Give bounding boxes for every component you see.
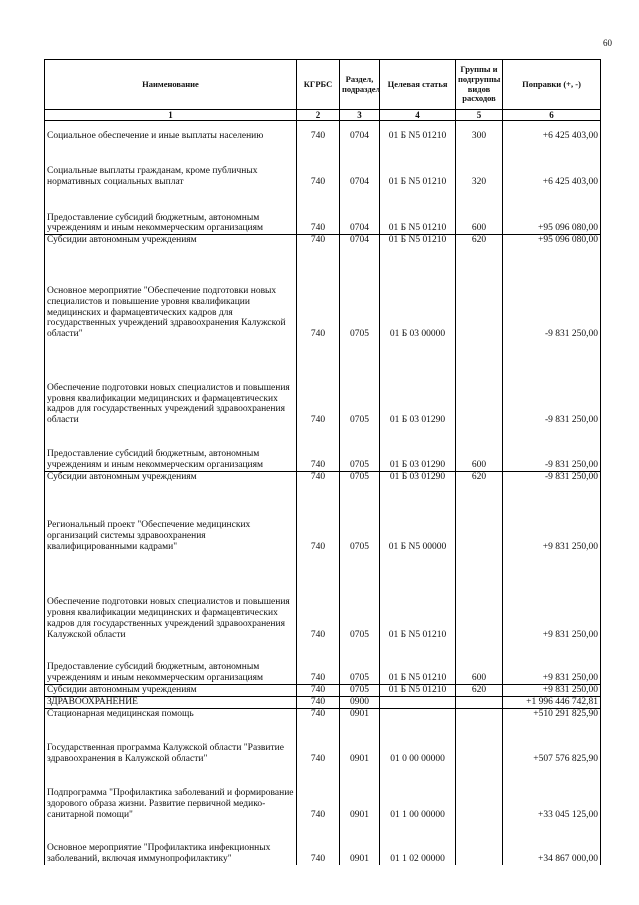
- row-name: Подпрограмма "Профилактика заболеваний и формирование здорового образа жизни. Развитие первичной медико-санитарной помощи": [45, 765, 297, 821]
- row-razdel: 0705: [340, 246, 380, 340]
- row-vid: 320: [456, 142, 503, 188]
- row-amount: +6 425 403,00: [503, 121, 601, 142]
- row-name: Социальные выплаты гражданам, кроме публичных нормативных социальных выплат: [45, 142, 297, 188]
- column-number: 5: [456, 110, 503, 121]
- row-amount: -9 831 250,00: [503, 426, 601, 471]
- row-statya: 01 Б 03 01290: [380, 340, 456, 426]
- row-razdel: 0901: [340, 720, 380, 765]
- column-number: 6: [503, 110, 601, 121]
- row-vid: 600: [456, 426, 503, 471]
- row-amount: +510 291 825,90: [503, 709, 601, 720]
- table-row: [45, 720, 601, 765]
- row-statya: 01 Б N5 01210: [380, 641, 456, 685]
- row-amount: +9 831 250,00: [503, 553, 601, 641]
- row-vid: 620: [456, 685, 503, 697]
- row-razdel: 0705: [340, 553, 380, 641]
- budget-table: [44, 59, 601, 865]
- column-number: 4: [380, 110, 456, 121]
- row-amount: +9 831 250,00: [503, 685, 601, 697]
- table-row: [45, 142, 601, 188]
- row-name: Региональный проект "Обеспечение медицинских организаций системы здравоохранения квалифицированными кадрами": [45, 483, 297, 553]
- row-amount: +95 096 080,00: [503, 235, 601, 246]
- table-row: [45, 641, 601, 685]
- row-amount: -9 831 250,00: [503, 340, 601, 426]
- row-kgrbs: 740: [297, 709, 340, 720]
- row-statya: 01 Б N5 01210: [380, 553, 456, 641]
- row-amount: +507 576 825,90: [503, 720, 601, 765]
- row-kgrbs: 740: [297, 340, 340, 426]
- row-razdel: 0704: [340, 235, 380, 246]
- row-statya: 01 Б N5 01210: [380, 235, 456, 246]
- row-kgrbs: 740: [297, 188, 340, 235]
- row-vid: [456, 697, 503, 709]
- header-statya: Целевая статья: [380, 60, 456, 110]
- row-vid: [456, 709, 503, 720]
- row-razdel: 0900: [340, 697, 380, 709]
- row-name: Основное мероприятие "Профилактика инфекционных заболеваний, включая иммунопрофилактику": [45, 821, 297, 865]
- row-vid: 300: [456, 121, 503, 142]
- row-amount: +33 045 125,00: [503, 765, 601, 821]
- table-row: [45, 821, 601, 865]
- row-amount: +95 096 080,00: [503, 188, 601, 235]
- header-kgrbs: КГРБС: [297, 60, 340, 110]
- row-name: Субсидии автономным учреждениям: [45, 471, 297, 482]
- row-statya: 01 Б N5 01210: [380, 685, 456, 697]
- row-kgrbs: 740: [297, 426, 340, 471]
- row-name: Стационарная медицинская помощь: [45, 709, 297, 720]
- row-name: Государственная программа Калужской области "Развитие здравоохранения в Калужской области": [45, 720, 297, 765]
- row-statya: 01 Б 03 01290: [380, 471, 456, 482]
- row-name: Обеспечение подготовки новых специалистов и повышения уровня квалификации медицинских и фармацевтических кадров для государственных учреждений здравоохранения Калужской области: [45, 553, 297, 641]
- row-statya: [380, 709, 456, 720]
- row-kgrbs: 740: [297, 720, 340, 765]
- row-kgrbs: 740: [297, 641, 340, 685]
- column-number: 3: [340, 110, 380, 121]
- row-statya: 01 Б N5 01210: [380, 188, 456, 235]
- row-razdel: 0704: [340, 188, 380, 235]
- row-razdel: 0901: [340, 709, 380, 720]
- row-razdel: 0704: [340, 121, 380, 142]
- row-statya: 01 Б N5 01210: [380, 121, 456, 142]
- row-statya: [380, 697, 456, 709]
- row-statya: 01 1 02 00000: [380, 821, 456, 865]
- row-name: Обеспечение подготовки новых специалистов и повышения уровня квалификации медицинских и фармацевтических кадров для государственных учреждений здравоохранения области: [45, 340, 297, 426]
- row-vid: [456, 765, 503, 821]
- row-amount: -9 831 250,00: [503, 246, 601, 340]
- row-razdel: 0901: [340, 765, 380, 821]
- row-name: ЗДРАВООХРАНЕНИЕ: [45, 697, 297, 709]
- row-razdel: 0705: [340, 340, 380, 426]
- row-statya: 01 Б N5 00000: [380, 483, 456, 553]
- table-row: [45, 553, 601, 641]
- row-statya: 01 Б N5 01210: [380, 142, 456, 188]
- row-kgrbs: 740: [297, 697, 340, 709]
- row-name: Субсидии автономным учреждениям: [45, 685, 297, 697]
- row-razdel: 0705: [340, 483, 380, 553]
- header-amount: Поправки (+, -): [503, 60, 601, 110]
- row-name: Основное мероприятие "Обеспечение подготовки новых специалистов и повышение уровня квалификации медицинских и фармацевтических кадров для государственных учреждений здравоохранения Калужской области": [45, 246, 297, 340]
- row-kgrbs: 740: [297, 235, 340, 246]
- row-kgrbs: 740: [297, 121, 340, 142]
- header-razdel: Раздел, подраздел: [340, 60, 380, 110]
- row-statya: 01 Б 03 00000: [380, 246, 456, 340]
- row-razdel: 0901: [340, 821, 380, 865]
- table-row: [45, 426, 601, 471]
- header-vid: Группы и подгруппы видов расходов: [456, 60, 503, 110]
- row-name: Предоставление субсидий бюджетным, автономным учреждениям и иным некоммерческим организациям: [45, 641, 297, 685]
- row-kgrbs: 740: [297, 685, 340, 697]
- row-razdel: 0705: [340, 471, 380, 482]
- row-vid: [456, 340, 503, 426]
- table-row: [45, 246, 601, 340]
- row-name: Социальное обеспечение и иные выплаты населению: [45, 121, 297, 142]
- column-number: 2: [297, 110, 340, 121]
- table-row: [45, 697, 601, 709]
- table-row: [45, 121, 601, 142]
- row-amount: -9 831 250,00: [503, 471, 601, 482]
- row-vid: [456, 553, 503, 641]
- row-vid: [456, 483, 503, 553]
- page-number: 60: [603, 38, 612, 48]
- row-vid: 600: [456, 641, 503, 685]
- row-name: Предоставление субсидий бюджетным, автономным учреждениям и иным некоммерческим организациям: [45, 426, 297, 471]
- row-razdel: 0704: [340, 142, 380, 188]
- table-row: [45, 483, 601, 553]
- table-row: [45, 471, 601, 482]
- row-amount: +9 831 250,00: [503, 483, 601, 553]
- row-vid: [456, 821, 503, 865]
- row-statya: 01 1 00 00000: [380, 765, 456, 821]
- row-razdel: 0705: [340, 641, 380, 685]
- row-amount: +1 996 446 742,81: [503, 697, 601, 709]
- row-amount: +6 425 403,00: [503, 142, 601, 188]
- row-amount: +9 831 250,00: [503, 641, 601, 685]
- row-name: Субсидии автономным учреждениям: [45, 235, 297, 246]
- table-row: [45, 188, 601, 235]
- row-vid: 600: [456, 188, 503, 235]
- column-number: 1: [45, 110, 297, 121]
- row-kgrbs: 740: [297, 821, 340, 865]
- row-kgrbs: 740: [297, 142, 340, 188]
- row-kgrbs: 740: [297, 246, 340, 340]
- row-vid: [456, 246, 503, 340]
- row-statya: 01 Б 03 01290: [380, 426, 456, 471]
- row-razdel: 0705: [340, 685, 380, 697]
- row-kgrbs: 740: [297, 765, 340, 821]
- row-vid: 620: [456, 471, 503, 482]
- row-amount: +34 867 000,00: [503, 821, 601, 865]
- table-row: [45, 765, 601, 821]
- row-vid: [456, 720, 503, 765]
- row-razdel: 0705: [340, 426, 380, 471]
- row-name: Предоставление субсидий бюджетным, автономным учреждениям и иным некоммерческим организациям: [45, 188, 297, 235]
- row-kgrbs: 740: [297, 553, 340, 641]
- table-row: [45, 340, 601, 426]
- row-kgrbs: 740: [297, 471, 340, 482]
- row-kgrbs: 740: [297, 483, 340, 553]
- row-statya: 01 0 00 00000: [380, 720, 456, 765]
- table-row: [45, 685, 601, 697]
- header-name: Наименование: [45, 60, 297, 110]
- table-row: [45, 709, 601, 720]
- row-vid: 620: [456, 235, 503, 246]
- table-row: [45, 235, 601, 246]
